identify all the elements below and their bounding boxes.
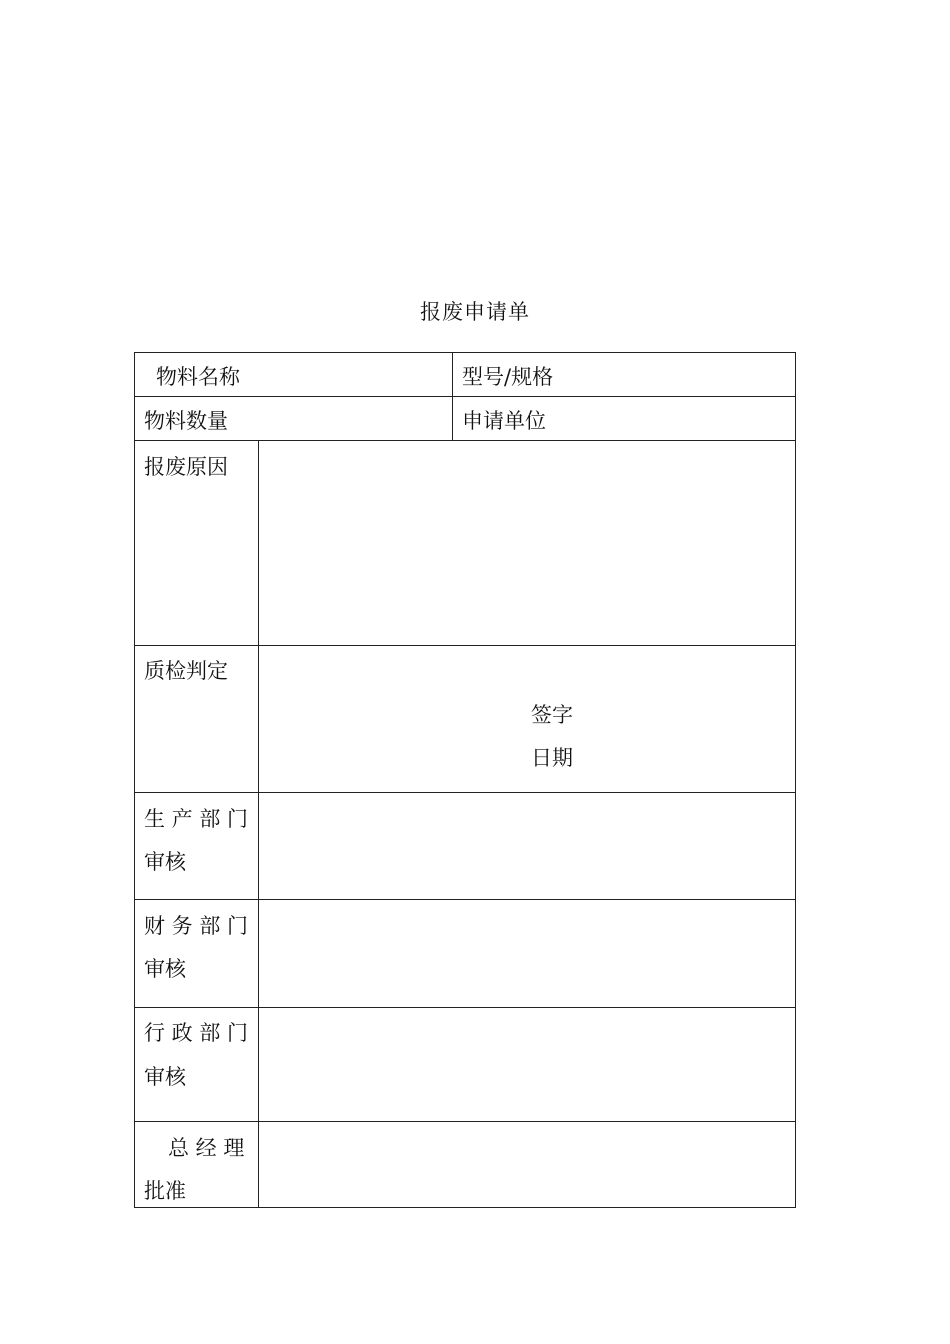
row-divider — [135, 792, 795, 793]
applicant-unit-label: 申请单位 — [462, 409, 546, 433]
finance-review-label-line2: 审核 — [144, 957, 186, 981]
signature-label: 签字 — [531, 703, 573, 727]
row-divider — [135, 899, 795, 900]
production-review-label-line2: 审核 — [144, 850, 186, 874]
gm-approval-label-line2: 批准 — [144, 1179, 186, 1203]
row-divider — [135, 645, 795, 646]
material-qty-label: 物料数量 — [144, 409, 228, 433]
date-label: 日期 — [531, 746, 573, 770]
gm-approval-label: 总 经 理 — [168, 1136, 245, 1160]
material-name-label: 物料名称 — [156, 365, 240, 389]
qc-judgment-label: 质检判定 — [144, 659, 228, 683]
production-review-label: 生 产 部 门 — [144, 807, 249, 831]
row-divider — [135, 396, 795, 397]
admin-review-label: 行 政 部 门 — [144, 1021, 249, 1045]
column-divider — [452, 353, 453, 440]
row-divider — [135, 1121, 795, 1122]
row-divider — [135, 440, 795, 441]
model-spec-label: 型号/规格 — [462, 365, 554, 389]
scrap-request-form — [134, 352, 796, 1208]
admin-review-label-line2: 审核 — [144, 1065, 186, 1089]
finance-review-label: 财 务 部 门 — [144, 914, 249, 938]
scrap-reason-label: 报废原因 — [144, 455, 228, 479]
form-title: 报废申请单 — [420, 300, 530, 324]
row-divider — [135, 1007, 795, 1008]
column-divider — [258, 440, 259, 1207]
